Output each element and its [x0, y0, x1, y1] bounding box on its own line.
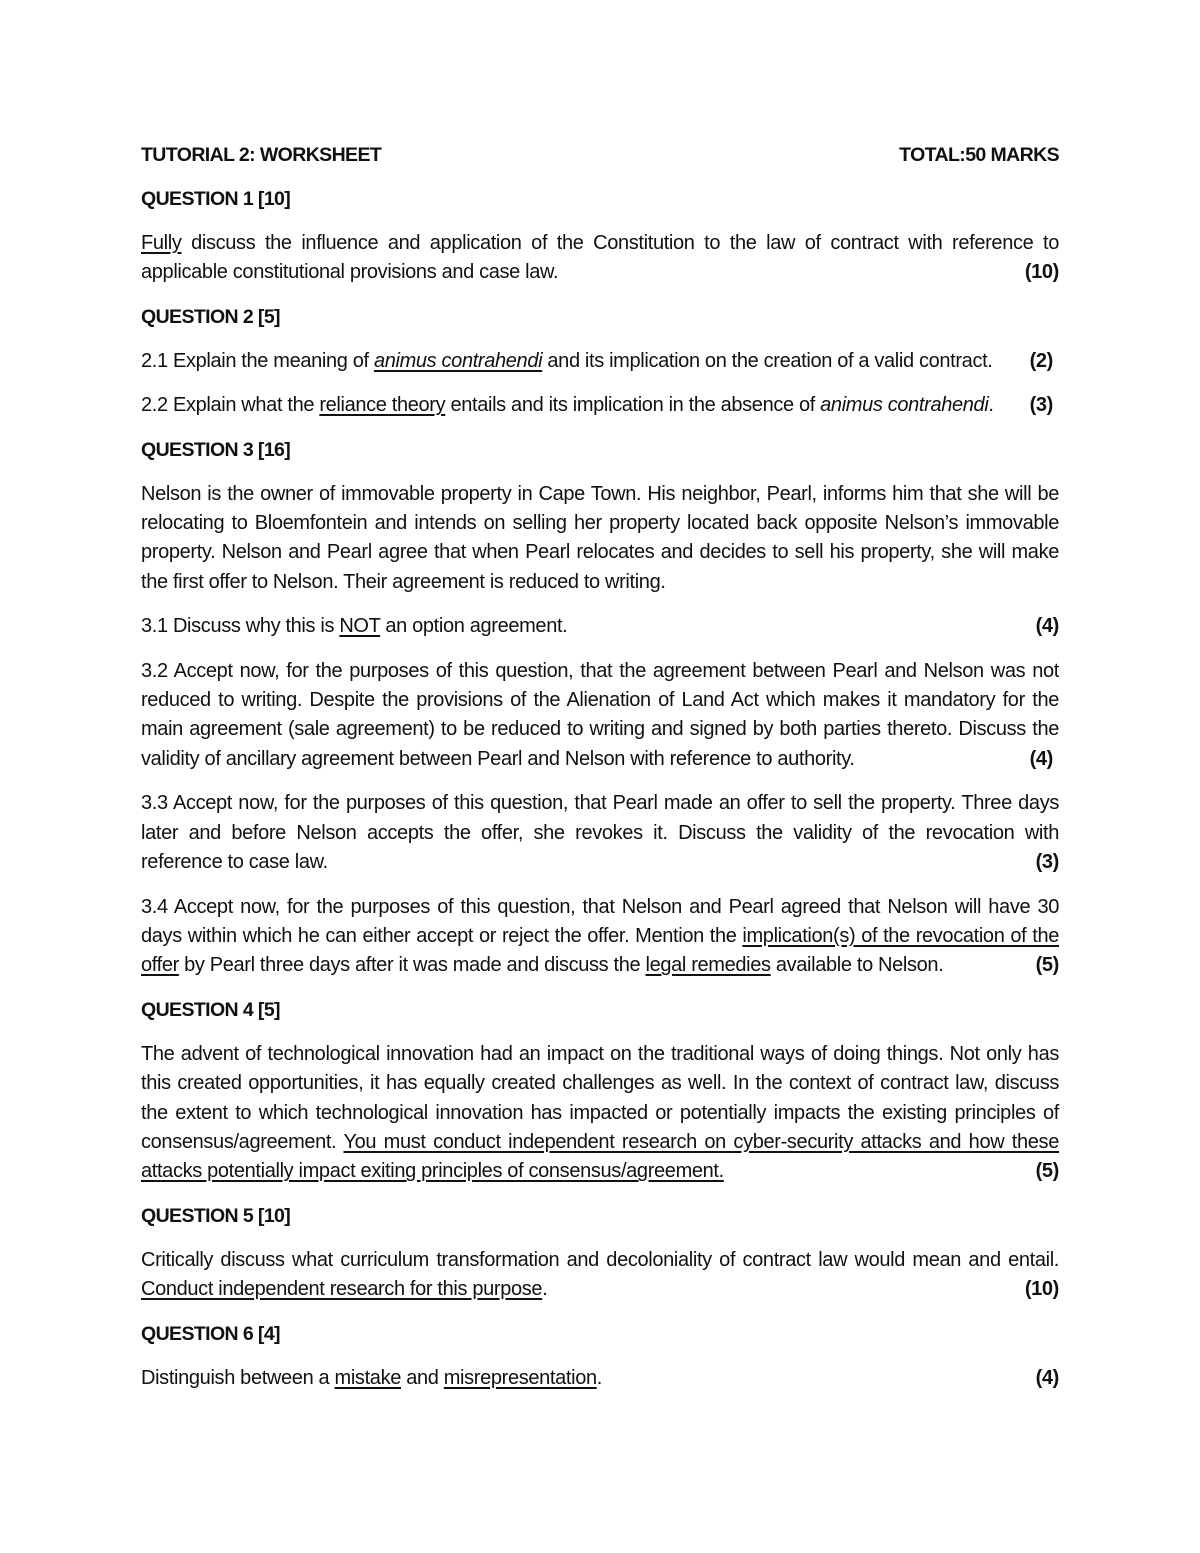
total-marks: TOTAL:50 MARKS	[899, 144, 1059, 166]
q3-1-text-a: 3.1 Discuss why this is	[141, 615, 340, 638]
q2-2-text-c: .	[988, 394, 994, 417]
question-4-heading: QUESTION 4 [5]	[141, 998, 280, 1021]
question-4-mark: (5)	[1035, 1160, 1059, 1183]
term-misrepresentation: misrepresentation	[443, 1366, 597, 1389]
q5-text: Critically discuss what curriculum transformation and decoloniality of contract law would mean and entail.	[141, 1248, 1059, 1271]
q3-3-text: 3.3 Accept now, for the purposes of this question, that Pearl made an offer to sell the property. Three days later and before Nelson accepts the offer, she revokes it. Discuss the validity of the revocation with reference to case law.	[141, 792, 1059, 874]
q6-text-b: and	[401, 1366, 444, 1389]
question-5-text	[141, 1246, 1059, 1305]
question-5-mark: (10)	[1024, 1278, 1059, 1301]
question-2-1-mark: (2)	[1029, 349, 1053, 372]
q2-1-text-a: 2.1 Explain the meaning of	[141, 349, 374, 372]
question-3-3	[141, 789, 1059, 877]
q4-text: The advent of technological innovation had an impact on the traditional ways of doing things. Not only has this created opportunities, it has equally created challenges as well. In the context of contract law, discuss the extent to which technological innovation has impacted or potentially impacts the existing principles of consensus/agreement.	[141, 1042, 1059, 1153]
q3-4-text-b: by Pearl three days after it was made and discuss the	[178, 954, 646, 977]
term-legal-remedies: legal remedies	[645, 954, 771, 977]
q3-2-text: 3.2 Accept now, for the purposes of this question, that the agreement between Pearl and Nelson was not reduced to writing. Despite the provisions of the Alienation of Land Act which makes it mandatory for the main agreement (sale agreement) to be reduced to writing and signed by both parties thereto. Discuss the validity of ancillary agreement between Pearl and Nelson with reference to authority.	[141, 659, 1059, 770]
question-3-4-mark: (5)	[1035, 954, 1059, 977]
q2-2-text-b: entails and its implication in the absence of	[445, 394, 821, 417]
question-3-1-mark: (4)	[1035, 615, 1059, 638]
q3-1-text-b: an option agreement.	[380, 615, 568, 638]
term-reliance-theory: reliance theory	[319, 394, 446, 417]
question-2-heading: QUESTION 2 [5]	[141, 305, 280, 328]
term-animus-contrahendi-2: animus contrahendi	[820, 394, 989, 417]
question-6-heading: QUESTION 6 [4]	[141, 1322, 280, 1345]
question-3-scenario: Nelson is the owner of immovable property in Cape Town. His neighbor, Pearl, informs him that she will be relocating to Bloemfontein and intends on selling her property located back opposite Nelson’s immovable property. Nelson and Pearl agree that when Pearl relocates and decides to sell his property, she will make the first offer to Nelson. Their agreement is reduced to writing.	[141, 482, 1059, 593]
question-1-body: discuss the influence and application of the Constitution to the law of contract with reference to applicable constitutional provisions and case law.	[141, 232, 1059, 284]
q2-1-text-b: and its implication on the creation of a valid contract.	[542, 349, 993, 372]
q3-4-text-c: available to Nelson.	[770, 954, 944, 977]
q5-text-end: .	[542, 1278, 548, 1301]
question-4-text	[141, 1040, 1059, 1187]
worksheet-page	[141, 141, 1059, 1408]
question-5-heading: QUESTION 5 [10]	[141, 1204, 291, 1227]
worksheet-header	[141, 141, 1059, 169]
q5-research-instruction: Conduct independent research for this purpose	[141, 1278, 543, 1301]
question-3-2	[141, 657, 1059, 775]
worksheet-title: TUTORIAL 2: WORKSHEET	[141, 144, 382, 166]
term-implications-revocation: implication(s) of the revocation of the offer	[141, 924, 1059, 977]
q2-2-text-a: 2.2 Explain what the	[141, 394, 320, 417]
question-3-2-mark: (4)	[1029, 747, 1053, 770]
question-6-text	[141, 1364, 1059, 1393]
question-3-1	[141, 612, 1059, 641]
question-2-1	[141, 347, 1059, 376]
question-2-2-mark: (3)	[1029, 394, 1053, 417]
question-1-text	[141, 229, 1059, 288]
term-mistake: mistake	[334, 1366, 401, 1389]
emphasis-fully: Fully	[141, 232, 182, 254]
question-1-heading: QUESTION 1 [10]	[141, 188, 291, 210]
q3-4-text-a: 3.4 Accept now, for the purposes of this question, that Nelson and Pearl agreed that Nelson will have 30 days within which he can either accept or reject the offer. Mention the	[141, 895, 1059, 947]
term-animus-contrahendi: animus contrahendi	[373, 349, 543, 372]
question-1-mark: (10)	[1024, 261, 1059, 284]
question-3-4	[141, 893, 1059, 981]
q6-text-a: Distinguish between a	[141, 1366, 335, 1389]
question-6-mark: (4)	[1035, 1366, 1059, 1389]
question-2-2	[141, 391, 1059, 420]
question-3-heading: QUESTION 3 [16]	[141, 438, 291, 461]
q6-text-c: .	[596, 1366, 602, 1389]
term-not: NOT	[339, 615, 381, 638]
question-3-3-mark: (3)	[1035, 851, 1059, 874]
q4-research-instruction: You must conduct independent research on cyber-security attacks and how these attacks potentially impact exiting principles of consensus/agreement.	[141, 1130, 1059, 1183]
